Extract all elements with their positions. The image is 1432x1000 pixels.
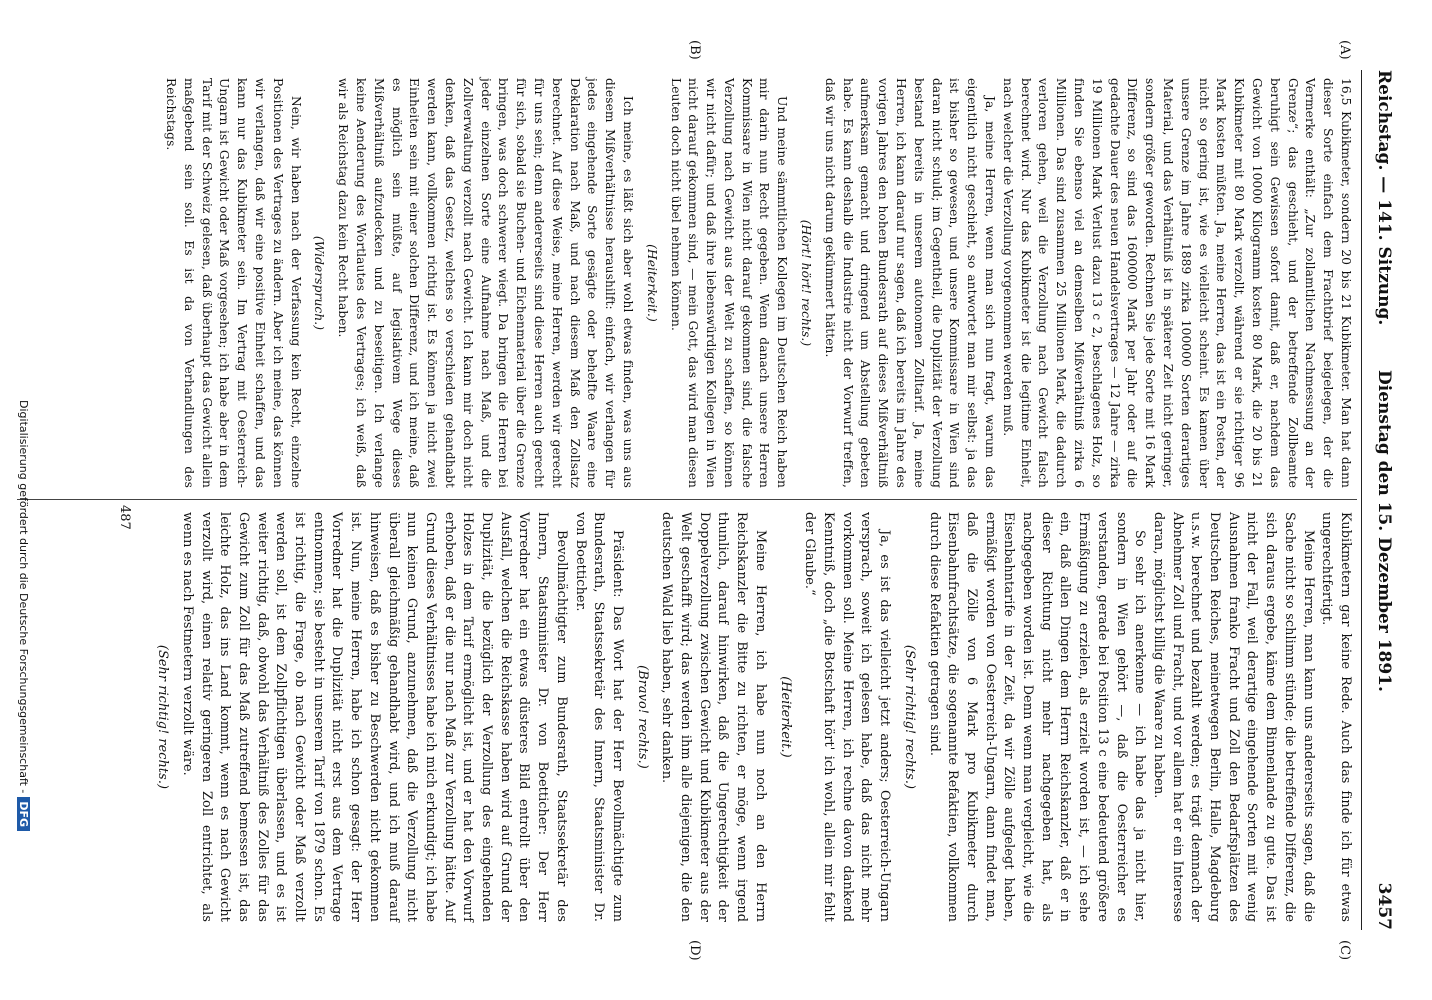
paragraph: Meine Herren, ich habe nun noch an den Herrn Reichskanzler die Bitte zu richten, er möge, wenn irgend thunlich, darauf hinwirken, daß die Ungerechtigkeit der Doppelverzollung zwischen Gewicht und Kubikmeter aus der Welt geschafft wird; das werden ihm alle diejenigen, die den deutschen Wald lieb haben, sehr danken. bbox=[659, 512, 768, 922]
page-footer-number: 487 bbox=[117, 505, 132, 530]
interjection: (Hört! hört! rechts.) bbox=[799, 219, 814, 347]
paragraph: Bevollmächtigter zum Bundesrath, Staatssekretär des Innern, Staatsminister Dr. von Boetticher: Der Herr Vorredner hat ein etwas düsteres Bild entrollt über den Ausfall, welchen die Reichskasse haben wird auf Grund der Duplizität, die bezüglich der Verzollung des eingehenden Holzes in dem Tarif ermöglicht ist, und er hat den Vorwurf erhoben, daß er die nur nach Maß zur Verzollung hätte. Auf Grund dieses Verhältnisses habe ich mich erkundigt; ich habe nun keinen Grund, anzunehmen, daß die Verzollung nicht überall gleichmäßig gehandhabt wird, und ich muß darauf hinweisen, daß es bisher zu Beschwerden nicht gekommen ist. Nun, meine Herren, habe ich schon gesagt: der Herr Vorredner hat die Duplizität nicht erst aus dem Vertrage entnommen; sie besteht in unserem Tarif von 1879 schon. Es ist richtig, die Frage, ob nach Gewicht oder Maß verzollt werden soll, ist dem Zollpflichtigen überlassen, und es ist weiter richtig, daß, obwohl das Verhältniß des Zolles für das Gewicht zum Zoll für das Maß zutreffend bemessen ist, das leichte Holz, das ins Land kommt, wenn es nach Gewicht verzollt wird, einen relativ geringeren Zoll entrichtet, als wenn es nach Festmetern verzollt wäre. bbox=[179, 512, 569, 922]
margin-marker-d: (D) bbox=[687, 940, 702, 961]
margin-marker-a: (A) bbox=[1337, 40, 1352, 60]
interjection: (Heiterkeit.) bbox=[644, 244, 659, 322]
interjection: (Widerspruch.) bbox=[312, 235, 327, 331]
interjection: (Sehr richtig! rechts.) bbox=[155, 644, 171, 790]
right-column bbox=[146, 512, 1354, 922]
margin-marker-b: (B) bbox=[687, 40, 702, 60]
paragraph: Meine Herren, man kann uns andererseits sagen, daß die Sache nicht so schlimm stünde; die betreffende Differenz, die sich daraus ergebe, käme dem Binnenlande zu gute. Das ist nicht der Fall, weil derartige eingehende Sorten mit wenig Ausnahmen franko Fracht und Zoll den Bedarfsplätzen des Deutschen Reiches, meinetwegen Berlin, Halle, Magdeburg u.s.w. berechnet und bezahlt werden; es trägt demnach der Abnehmer Zoll und Fracht, und vor allem hat er ein Interesse daran, möglichst billig die Waare zu haben. bbox=[1150, 512, 1316, 922]
paragraph: Nein, wir haben nach der Verfassung kein Recht, einzelne Positionen des Vertrages zu ändern. Aber ich meine, das können wir verlangen, daß wir eine positive Einheit schaffen, und das kann nur das Kubikmeter sein. Im Vertrag mit Oesterreich-Ungarn ist Gewicht oder Maß vorgesehen; ich habe aber in dem Tarif mit der Schweiz gelesen, daß überhaupt das Gewicht allein maßgebend sein soll. Es ist da von Verhandlungen des Reichstags. bbox=[164, 78, 303, 488]
paragraph: Kubikmetern gar keine Rede. Auch das finde ich für etwas ungerechtfertigt. bbox=[1319, 512, 1353, 922]
interjection: (Bravo! rechts.) bbox=[634, 665, 650, 769]
page-header bbox=[1366, 70, 1394, 930]
paragraph: Ja, es ist das vielleicht jetzt anders; Oesterreich-Ungarn versprach, soweit ich gelesen habe, daß das nicht mehr vorkommen soll. Meine Herren, ich rechne davon dankend Kenntniß, doch „die Botschaft hört' ich wohl, allein mir fehlt der Glaube.“ bbox=[802, 512, 893, 922]
paragraph: So sehr ich anerkenne — ich habe das ja nicht hier, sondern in Wien gehört —, daß die Oesterreicher es verstanden, gerade bei Position 13 c eine bedeutend größere Ermäßigung zu erzielen, als erzielt worden ist, — ich sehe ein, daß allen Dingen dem Herrn Reichskanzler, daß er in dieser Richtung nicht mehr nachgegeben hat, als nachgegeben worden ist. Denn wenn man vergleicht, wie die Eisenbahntarife in der Zeit, da wir Zölle aufgelegt haben, ermäßigt worden von Oesterreich-Ungarn, dann findet man, daß die Zölle von 6 Mark pro Kubikmeter durch Eisenbahnfrachtsätze, die sogenannte Refaktien, vollkommen durch diese Refaktien getragen sind. bbox=[926, 512, 1148, 922]
header-left: Reichstag. — 141. Sitzung. bbox=[1374, 70, 1394, 326]
paragraph: Ja, meine Herren, wenn man sich nun fragt, warum das eigentlich nicht geschieht, so antwortet man mir selbst: ja das ist bisher so gewesen, und unsere Kommissare in Wien sind daran nicht schuld; im Gegentheil, die Duplizität der Verzollung bestand bereits in unserem autonomen Zolltarif. Ja, meine Herren, ich kann darauf nur sagen, daß ich bereits im Jahre des vorigen Jahres den hohen Bundesrath auf dieses Mißverhältniß aufmerksam gemacht und dringend um Abstellung gebeten habe. Es kann deshalb die Industrie nicht der Vorwurf treffen, daß wir uns nicht darum gekümmert hätten. bbox=[822, 78, 998, 488]
digitization-note bbox=[17, 400, 30, 831]
paragraph: Und meine sämmtlichen Kollegen im Deutschen Reich haben mir darin nun Recht gegeben. Wenn danach unsere Herren Kommissare in Wien nicht darauf gekommen sind, die falsche Verzollung nach Gewicht aus der Welt zu schaffen, so können wir nicht dafür; und daß ihre liebenswürdigen Kollegen in Wien nicht darauf gekommen sind, — mein Gott, das wird man diesen Leuten doch nicht übel nehmen können. bbox=[668, 78, 790, 488]
interjection: (Heiterkeit.) bbox=[777, 676, 793, 758]
dfg-logo: DFG bbox=[17, 797, 30, 831]
paragraph: Ich meine, es läßt sich aber wohl etwas finden, was uns aus diesem Mißverhältnisse heraushilft: einfach, wir verlangen für jedes eingehende Sorte gesägte oder behelfte Waare eine Deklaration nach Maß, und nach diesem Maß den Zollsatz berechnet. Auf diese Weise, meine Herren, werden wir gerecht für uns sein; denn andererseits sind diese Herren auch gerecht für sich, sobald sie Buchen- und Eichenmaterial über die Grenze bringen, was doch schwerer wiegt. Da bringen die Herren bei jeder einzelnen Sorte eine Aufnahme nach Maß, und die Zollverwaltung verzollt nach Gewicht. Ich kann mir doch nicht denken, daß das Gesetz, welches so verschieden gehandhabt werden kann, vollkommen richtig ist. Es können ja nicht zwei Einheiten sein mit einer solchen Differenz, und ich meine, daß es möglich sein müßte, auf legislativem Wege dieses Mißverhältniß aufzudecken und zu beseitigen. Ich verlange keine Aenderung des Wortlautes des Vertrages; ich weiß, daß wir als Reichstag dazu kein Recht haben. bbox=[336, 78, 635, 488]
paragraph: 16,5 Kubikmeter, sondern 20 bis 21 Kubikmeter. Man hat dann dieser Sorte einfach dem Frachtbrief beigelegen, der die Vermerke enthält: „Zur zollamtlichen Nachmessung an der Grenze“; das geschieht, und der betreffende Zollbeamte beruhigt sein Gewissen sofort damit, daß er, nachdem das Gewicht von 10000 Kilogramm kosten 80 Mark, die 20 bis 21 Kubikmeter mit 80 Mark verzollt, während er sie richtiger 96 Mark kosten müßten. Ja, meine Herren, das ist ein Posten, der nicht so gering ist, wie es vielleicht scheint. Es kamen über unsere Grenze im Jahre 1889 zirka 100000 Sorten derartiges Material, und das Verhältniß ist in späterer Zeit nicht geringer, sondern größer geworden. Rechnen Sie jede Sorte mit 16 Mark Differenz, so sind das 1600000 Mark per Jahr oder auf die gedachte Dauer des neuen Handelsvertrages — 12 Jahre — zirka 19 Millionen Mark Verlust dazu 13 c 2, beschlagenes Holz, so finden Sie ebenso viel an demselben Mißverhältniß zirka 6 Millionen. Das sind zusammen 25 Millionen Mark, die dadurch verloren gehen, weil die Verzollung nach Gewicht falsch berechnet wird. Nur das Kubikmeter ist die legitime Einheit, nach welcher die Verzollung vorgenommen werden muß. bbox=[1000, 78, 1353, 488]
header-page-number: 3457 bbox=[1374, 882, 1394, 930]
left-column bbox=[161, 78, 1354, 488]
margin-marker-c: (C) bbox=[1337, 940, 1352, 961]
digitization-text: Digitalisierung gefördert durch die Deutsche Forschungsgemeinschaft - bbox=[17, 400, 30, 794]
column-separator bbox=[17, 499, 1357, 500]
paragraph: Präsident: Das Wort hat der Herr Bevollmächtigte zum Bundesrath, Staatssekretär des Innern, Staatsminister Dr. von Boetticher. bbox=[572, 512, 625, 922]
interjection: (Sehr richtig! rechts.) bbox=[901, 644, 917, 790]
header-rule bbox=[1361, 70, 1362, 930]
header-date: Dienstag den 15. Dezember 1891. bbox=[1374, 370, 1394, 692]
